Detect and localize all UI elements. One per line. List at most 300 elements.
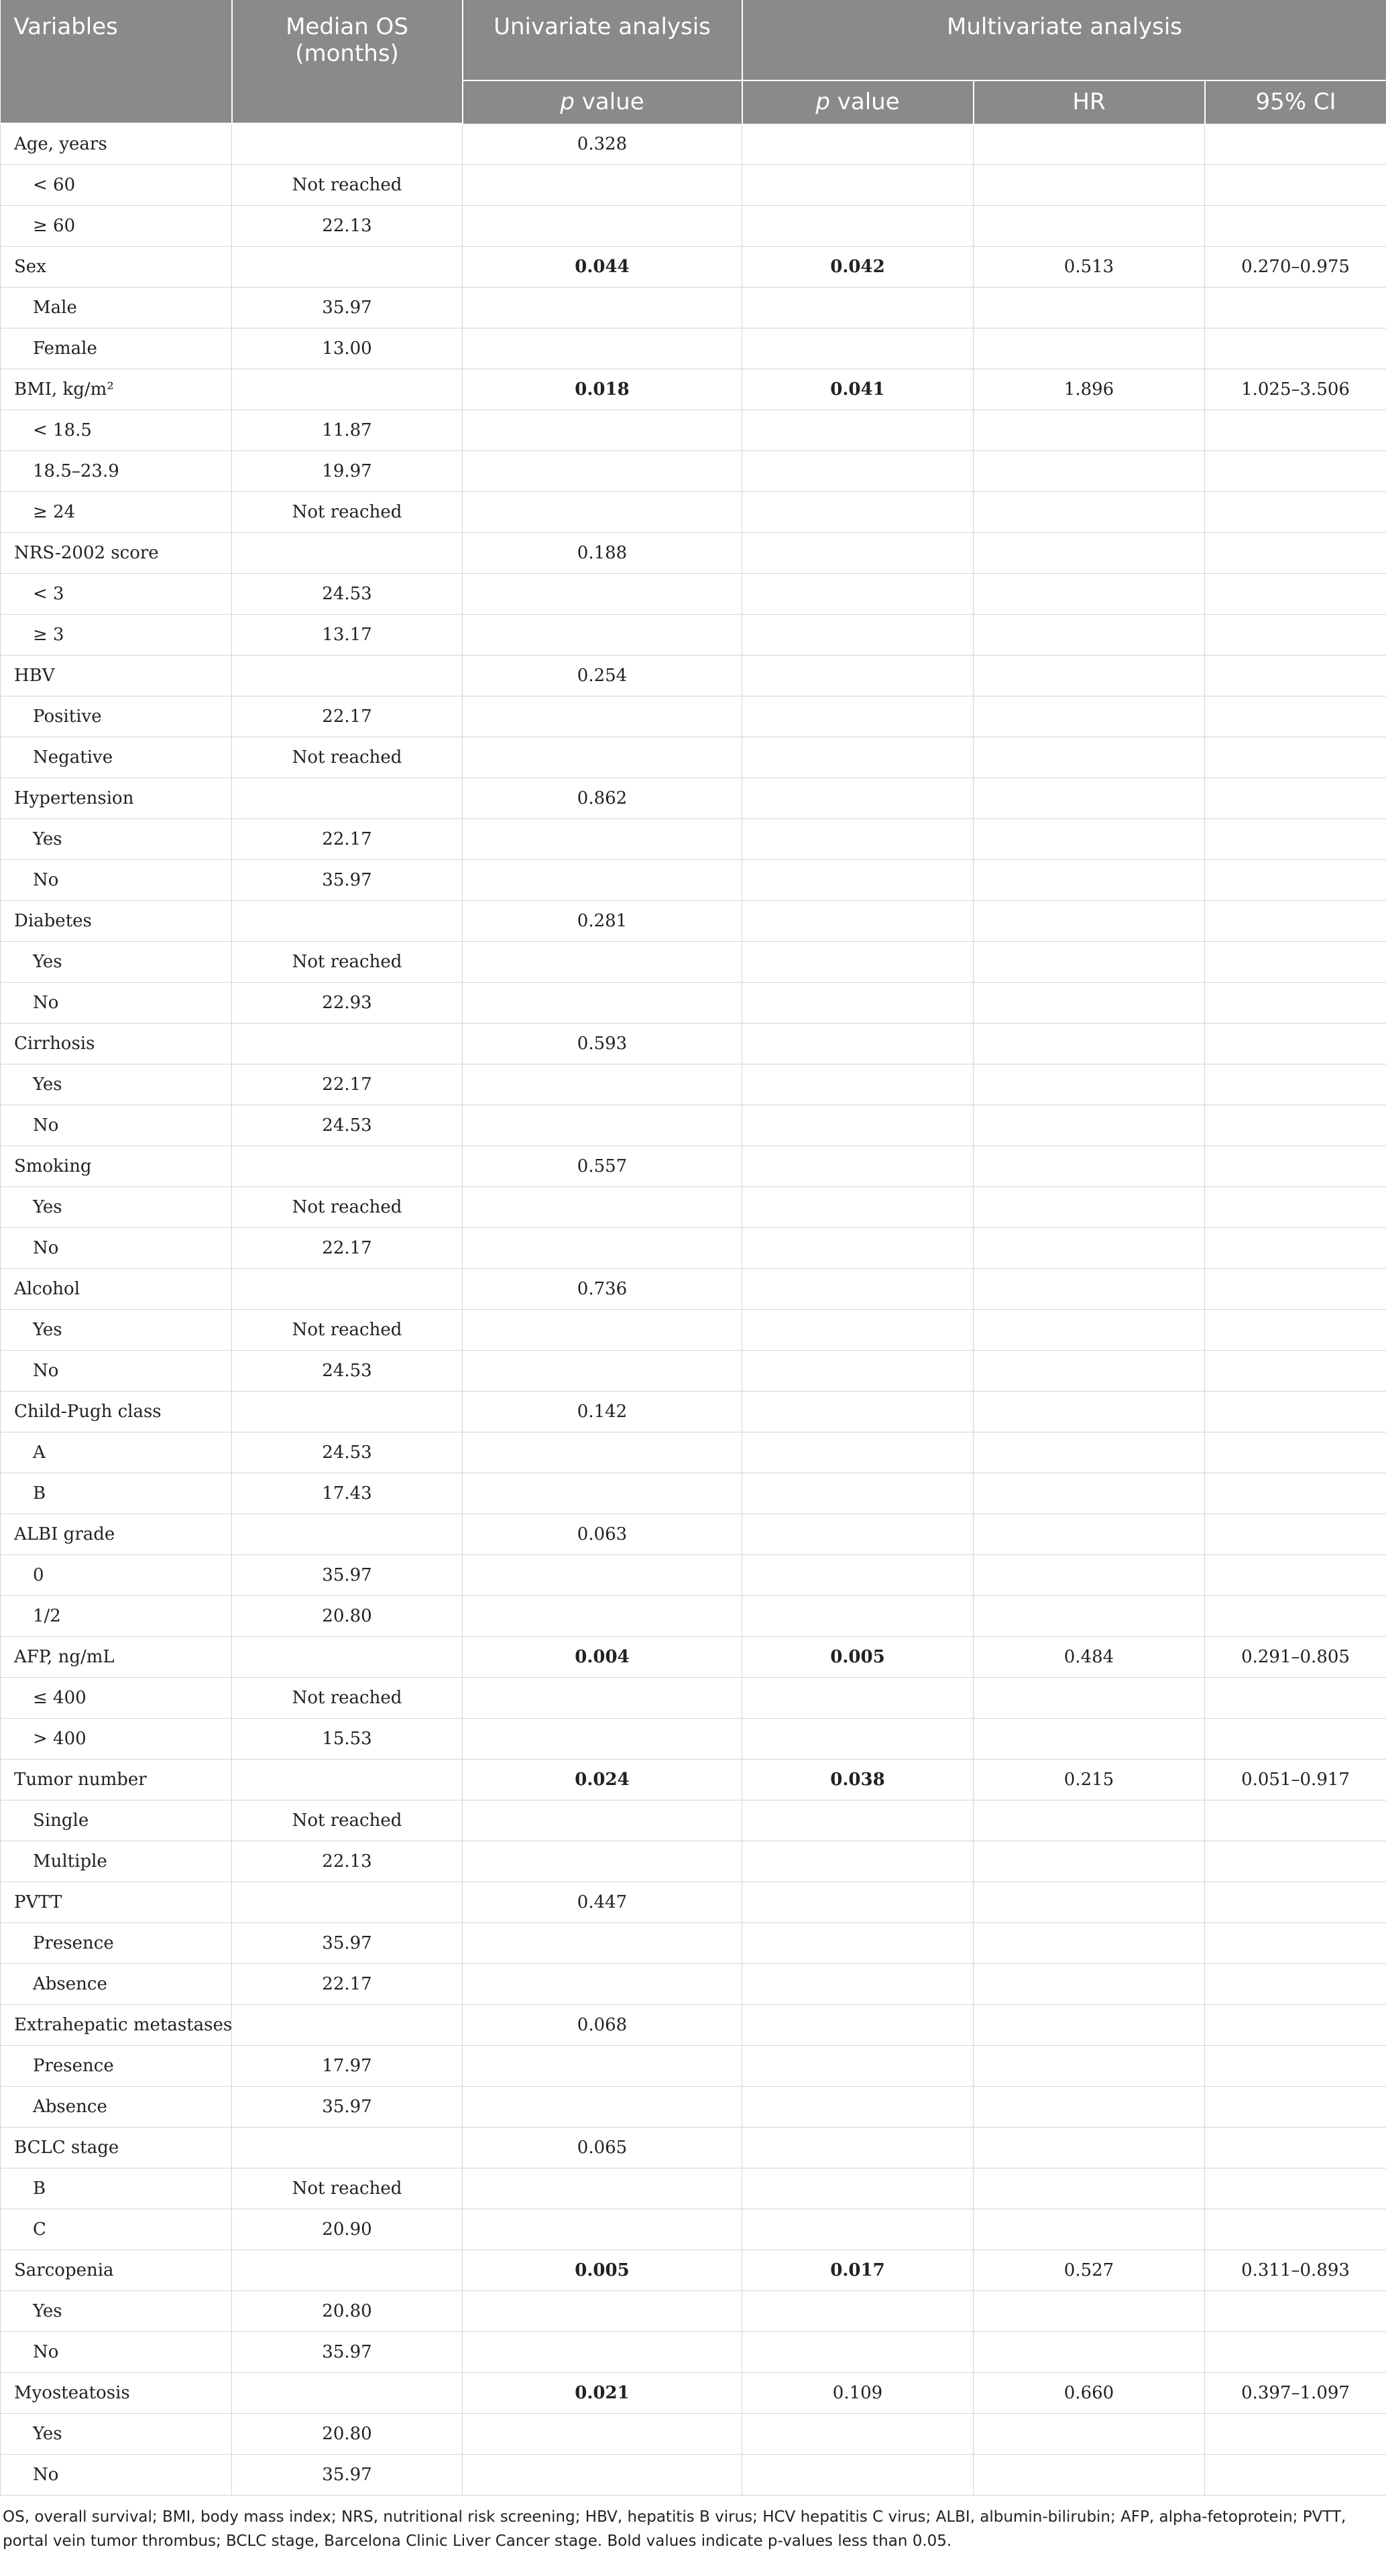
cell-median-os: 17.43 xyxy=(232,1473,463,1514)
cell-variable: No xyxy=(1,1227,232,1268)
table-row-subgroup xyxy=(1,328,1386,369)
table-row-variable xyxy=(1,246,1386,287)
table-row-subgroup xyxy=(1,1963,1386,2004)
cell-variable: Diabetes xyxy=(1,900,232,941)
cell-univariate-p xyxy=(463,818,742,859)
cell-median-os: Not reached xyxy=(232,164,463,205)
cell-median-os: 22.17 xyxy=(232,696,463,737)
cell-hr xyxy=(974,2168,1205,2209)
cell-median-os: Not reached xyxy=(232,1800,463,1841)
cell-hr xyxy=(974,1841,1205,1882)
cell-median-os: 19.97 xyxy=(232,450,463,491)
table-row-subgroup xyxy=(1,696,1386,737)
cell-ci xyxy=(1205,1473,1386,1514)
cell-multivariate-p: 0.041 xyxy=(742,369,974,410)
cell-ci: 0.311–0.893 xyxy=(1205,2250,1386,2290)
cell-univariate-p: 0.736 xyxy=(463,1268,742,1309)
cell-univariate-p: 0.593 xyxy=(463,1023,742,1064)
table-row-subgroup xyxy=(1,1595,1386,1636)
cell-hr xyxy=(974,696,1205,737)
cell-ci xyxy=(1205,982,1386,1023)
cell-ci xyxy=(1205,1023,1386,1064)
cell-univariate-p xyxy=(463,2209,742,2250)
table-row-subgroup xyxy=(1,1432,1386,1473)
cell-hr xyxy=(974,900,1205,941)
cell-hr xyxy=(974,778,1205,818)
cell-variable: 18.5–23.9 xyxy=(1,450,232,491)
cell-multivariate-p xyxy=(742,2290,974,2331)
cell-median-os xyxy=(232,1023,463,1064)
table-row-subgroup xyxy=(1,1186,1386,1227)
table-row-variable xyxy=(1,1882,1386,1922)
cell-univariate-p xyxy=(463,1309,742,1350)
cell-multivariate-p xyxy=(742,2331,974,2372)
table-row-subgroup xyxy=(1,450,1386,491)
cell-multivariate-p xyxy=(742,859,974,900)
cell-multivariate-p xyxy=(742,532,974,573)
cell-variable: No xyxy=(1,1105,232,1146)
cell-ci xyxy=(1205,1554,1386,1595)
table-row-variable xyxy=(1,1759,1386,1800)
cell-hr xyxy=(974,2413,1205,2454)
cell-hr xyxy=(974,1432,1205,1473)
cell-hr xyxy=(974,2004,1205,2045)
cell-multivariate-p xyxy=(742,1268,974,1309)
table-row-subgroup xyxy=(1,2045,1386,2086)
table-row-variable xyxy=(1,1514,1386,1554)
cell-multivariate-p xyxy=(742,328,974,369)
cell-variable: PVTT xyxy=(1,1882,232,1922)
cell-multivariate-p xyxy=(742,696,974,737)
cell-multivariate-p xyxy=(742,778,974,818)
table-row-variable xyxy=(1,369,1386,410)
cell-hr xyxy=(974,1554,1205,1595)
table-row-variable xyxy=(1,532,1386,573)
cell-hr xyxy=(974,2331,1205,2372)
cell-variable: > 400 xyxy=(1,1718,232,1759)
cell-univariate-p xyxy=(463,2331,742,2372)
cell-univariate-p xyxy=(463,1432,742,1473)
table-row-subgroup xyxy=(1,737,1386,778)
cell-hr xyxy=(974,941,1205,982)
cell-median-os: Not reached xyxy=(232,2168,463,2209)
cell-multivariate-p xyxy=(742,1514,974,1554)
table-row-subgroup xyxy=(1,2209,1386,2250)
cell-univariate-p xyxy=(463,1350,742,1391)
table-row-subgroup xyxy=(1,1922,1386,1963)
cell-variable: Absence xyxy=(1,1963,232,2004)
cell-median-os: 20.90 xyxy=(232,2209,463,2250)
table-row-subgroup xyxy=(1,2331,1386,2372)
cell-ci: 0.051–0.917 xyxy=(1205,1759,1386,1800)
cell-ci xyxy=(1205,859,1386,900)
cell-ci: 0.397–1.097 xyxy=(1205,2372,1386,2413)
cell-variable: Myosteatosis xyxy=(1,2372,232,2413)
cell-multivariate-p xyxy=(742,410,974,450)
cell-median-os: Not reached xyxy=(232,491,463,532)
table-row-subgroup xyxy=(1,1227,1386,1268)
cell-hr xyxy=(974,1064,1205,1105)
cell-median-os xyxy=(232,2250,463,2290)
cell-ci xyxy=(1205,287,1386,328)
cell-multivariate-p xyxy=(742,900,974,941)
cell-ci xyxy=(1205,532,1386,573)
cell-ci xyxy=(1205,2127,1386,2168)
table-row-subgroup xyxy=(1,1841,1386,1882)
cell-univariate-p: 0.005 xyxy=(463,2250,742,2290)
table-row-variable xyxy=(1,1268,1386,1309)
cell-median-os: 24.53 xyxy=(232,1105,463,1146)
cell-ci xyxy=(1205,1800,1386,1841)
cell-hr xyxy=(974,737,1205,778)
cell-multivariate-p xyxy=(742,1186,974,1227)
table-row-subgroup xyxy=(1,491,1386,532)
cell-median-os: 13.17 xyxy=(232,614,463,655)
cell-median-os: 20.80 xyxy=(232,2290,463,2331)
cell-multivariate-p xyxy=(742,573,974,614)
cell-hr xyxy=(974,1350,1205,1391)
cell-multivariate-p xyxy=(742,1595,974,1636)
cell-univariate-p xyxy=(463,614,742,655)
cell-ci xyxy=(1205,1514,1386,1554)
table-row-variable xyxy=(1,2372,1386,2413)
cell-multivariate-p xyxy=(742,737,974,778)
cell-multivariate-p xyxy=(742,2004,974,2045)
cell-variable: ≥ 60 xyxy=(1,205,232,246)
cell-ci xyxy=(1205,410,1386,450)
cell-ci xyxy=(1205,778,1386,818)
cell-variable: Yes xyxy=(1,2290,232,2331)
cell-multivariate-p xyxy=(742,818,974,859)
cell-hr xyxy=(974,614,1205,655)
cell-hr xyxy=(974,655,1205,696)
cell-median-os: 35.97 xyxy=(232,2454,463,2495)
table-header xyxy=(1,0,1386,123)
cell-multivariate-p xyxy=(742,164,974,205)
cell-multivariate-p: 0.005 xyxy=(742,1636,974,1677)
cell-variable: Female xyxy=(1,328,232,369)
cell-multivariate-p xyxy=(742,1064,974,1105)
cell-univariate-p xyxy=(463,1554,742,1595)
cell-variable: Smoking xyxy=(1,1146,232,1186)
cell-univariate-p: 0.281 xyxy=(463,900,742,941)
cell-univariate-p: 0.068 xyxy=(463,2004,742,2045)
cell-multivariate-p xyxy=(742,2045,974,2086)
cell-hr xyxy=(974,1105,1205,1146)
cell-univariate-p xyxy=(463,1841,742,1882)
cell-hr xyxy=(974,450,1205,491)
table-row-subgroup xyxy=(1,941,1386,982)
cell-variable: No xyxy=(1,982,232,1023)
cell-multivariate-p xyxy=(742,1023,974,1064)
cell-hr xyxy=(974,1309,1205,1350)
cell-multivariate-p xyxy=(742,2127,974,2168)
cell-median-os: 11.87 xyxy=(232,410,463,450)
cell-median-os: 22.17 xyxy=(232,1963,463,2004)
table-row-subgroup xyxy=(1,1554,1386,1595)
cell-multivariate-p xyxy=(742,1105,974,1146)
cell-variable: Presence xyxy=(1,1922,232,1963)
cell-ci: 0.291–0.805 xyxy=(1205,1636,1386,1677)
cell-median-os xyxy=(232,1759,463,1800)
cell-hr xyxy=(974,532,1205,573)
table-row-subgroup xyxy=(1,1677,1386,1718)
cell-univariate-p xyxy=(463,1105,742,1146)
cell-univariate-p xyxy=(463,1595,742,1636)
table-row-subgroup xyxy=(1,205,1386,246)
cell-median-os xyxy=(232,1268,463,1309)
cell-hr xyxy=(974,1186,1205,1227)
cell-hr xyxy=(974,491,1205,532)
cell-variable: A xyxy=(1,1432,232,1473)
cell-median-os xyxy=(232,532,463,573)
table-row-variable xyxy=(1,1636,1386,1677)
cell-variable: < 3 xyxy=(1,573,232,614)
cell-ci xyxy=(1205,1391,1386,1432)
cell-ci xyxy=(1205,900,1386,941)
cell-ci xyxy=(1205,1922,1386,1963)
cell-univariate-p: 0.024 xyxy=(463,1759,742,1800)
cell-ci xyxy=(1205,1268,1386,1309)
cell-median-os: 22.93 xyxy=(232,982,463,1023)
table-row-subgroup xyxy=(1,1718,1386,1759)
cell-hr xyxy=(974,1922,1205,1963)
cell-univariate-p xyxy=(463,1963,742,2004)
cell-hr xyxy=(974,859,1205,900)
cell-univariate-p xyxy=(463,737,742,778)
cell-hr xyxy=(974,164,1205,205)
cell-hr xyxy=(974,573,1205,614)
table-row-variable xyxy=(1,900,1386,941)
table-row-subgroup xyxy=(1,1105,1386,1146)
cell-ci xyxy=(1205,1882,1386,1922)
cell-ci xyxy=(1205,1186,1386,1227)
cell-ci xyxy=(1205,2209,1386,2250)
cell-median-os: 22.13 xyxy=(232,1841,463,1882)
header-variables: Variables xyxy=(1,0,232,123)
cell-median-os: 22.13 xyxy=(232,205,463,246)
cell-median-os xyxy=(232,1636,463,1677)
cell-variable: HBV xyxy=(1,655,232,696)
cell-multivariate-p xyxy=(742,1841,974,1882)
table-row-variable xyxy=(1,778,1386,818)
cell-variable: BCLC stage xyxy=(1,2127,232,2168)
cell-multivariate-p xyxy=(742,1882,974,1922)
cell-ci xyxy=(1205,818,1386,859)
cell-median-os: 22.17 xyxy=(232,1227,463,1268)
cell-median-os xyxy=(232,1146,463,1186)
cell-hr xyxy=(974,982,1205,1023)
cell-median-os: 35.97 xyxy=(232,859,463,900)
cell-multivariate-p xyxy=(742,491,974,532)
cell-univariate-p xyxy=(463,2045,742,2086)
table-row-variable xyxy=(1,2250,1386,2290)
cell-variable: Yes xyxy=(1,1309,232,1350)
cell-multivariate-p xyxy=(742,1146,974,1186)
cell-hr: 0.660 xyxy=(974,2372,1205,2413)
cell-multivariate-p xyxy=(742,1554,974,1595)
cell-ci xyxy=(1205,614,1386,655)
cell-univariate-p: 0.447 xyxy=(463,1882,742,1922)
cell-variable: ≥ 3 xyxy=(1,614,232,655)
cell-hr xyxy=(974,1800,1205,1841)
cell-variable: ≥ 24 xyxy=(1,491,232,532)
cell-variable: B xyxy=(1,1473,232,1514)
cell-median-os: 17.97 xyxy=(232,2045,463,2086)
cell-hr: 0.527 xyxy=(974,2250,1205,2290)
cell-median-os xyxy=(232,2372,463,2413)
cell-multivariate-p xyxy=(742,2086,974,2127)
cell-univariate-p xyxy=(463,1718,742,1759)
table-row-subgroup xyxy=(1,573,1386,614)
cell-median-os: 15.53 xyxy=(232,1718,463,1759)
table-row-subgroup xyxy=(1,1350,1386,1391)
table-row-variable xyxy=(1,655,1386,696)
cell-ci xyxy=(1205,2331,1386,2372)
cell-univariate-p xyxy=(463,450,742,491)
cell-univariate-p xyxy=(463,2413,742,2454)
table-row-variable xyxy=(1,1391,1386,1432)
cell-hr: 0.215 xyxy=(974,1759,1205,1800)
cell-hr xyxy=(974,1268,1205,1309)
cell-variable: ≤ 400 xyxy=(1,1677,232,1718)
cell-ci xyxy=(1205,1841,1386,1882)
cell-hr: 0.513 xyxy=(974,246,1205,287)
cell-ci xyxy=(1205,2413,1386,2454)
header-multivariate-p-value: p value xyxy=(742,80,974,123)
cell-median-os xyxy=(232,123,463,164)
table-row-subgroup xyxy=(1,1473,1386,1514)
cell-ci xyxy=(1205,655,1386,696)
cell-hr xyxy=(974,2127,1205,2168)
cell-multivariate-p xyxy=(742,941,974,982)
cell-multivariate-p xyxy=(742,1309,974,1350)
cell-median-os xyxy=(232,2127,463,2168)
cell-univariate-p xyxy=(463,1186,742,1227)
cell-variable: B xyxy=(1,2168,232,2209)
table-row-variable xyxy=(1,1146,1386,1186)
header-univariate-p-value: p value xyxy=(463,80,742,123)
cell-median-os: 20.80 xyxy=(232,2413,463,2454)
cell-univariate-p xyxy=(463,573,742,614)
cell-variable: Negative xyxy=(1,737,232,778)
cell-median-os xyxy=(232,778,463,818)
cell-variable: Tumor number xyxy=(1,1759,232,1800)
header-univariate: Univariate analysis xyxy=(463,0,742,80)
cell-hr xyxy=(974,1677,1205,1718)
cell-multivariate-p xyxy=(742,123,974,164)
cell-univariate-p: 0.328 xyxy=(463,123,742,164)
cell-hr xyxy=(974,1514,1205,1554)
cell-ci xyxy=(1205,1350,1386,1391)
cell-hr xyxy=(974,818,1205,859)
table-row-subgroup xyxy=(1,2454,1386,2495)
cell-ci xyxy=(1205,328,1386,369)
header-hr: HR xyxy=(974,80,1205,123)
cell-multivariate-p xyxy=(742,287,974,328)
cell-ci xyxy=(1205,696,1386,737)
cell-variable: Multiple xyxy=(1,1841,232,1882)
cell-variable: No xyxy=(1,2454,232,2495)
table-row-subgroup xyxy=(1,859,1386,900)
cell-hr xyxy=(974,205,1205,246)
cell-multivariate-p xyxy=(742,1677,974,1718)
cell-ci xyxy=(1205,941,1386,982)
cell-median-os: 20.80 xyxy=(232,1595,463,1636)
cell-univariate-p: 0.065 xyxy=(463,2127,742,2168)
cell-hr xyxy=(974,2454,1205,2495)
cell-univariate-p xyxy=(463,164,742,205)
cell-multivariate-p: 0.038 xyxy=(742,1759,974,1800)
cell-median-os: 35.97 xyxy=(232,1554,463,1595)
cell-ci: 1.025–3.506 xyxy=(1205,369,1386,410)
cell-median-os: Not reached xyxy=(232,737,463,778)
cell-variable: Yes xyxy=(1,2413,232,2454)
cell-median-os: 13.00 xyxy=(232,328,463,369)
cell-multivariate-p xyxy=(742,2454,974,2495)
cell-median-os: 35.97 xyxy=(232,2086,463,2127)
cell-ci xyxy=(1205,491,1386,532)
cell-ci xyxy=(1205,1064,1386,1105)
cell-univariate-p: 0.142 xyxy=(463,1391,742,1432)
cell-ci xyxy=(1205,2045,1386,2086)
cell-variable: AFP, ng/mL xyxy=(1,1636,232,1677)
table-row-subgroup xyxy=(1,2413,1386,2454)
table-row-variable xyxy=(1,123,1386,164)
cell-multivariate-p xyxy=(742,1473,974,1514)
table-row-subgroup xyxy=(1,1800,1386,1841)
cell-multivariate-p xyxy=(742,655,974,696)
cell-univariate-p xyxy=(463,1922,742,1963)
cell-hr xyxy=(974,1963,1205,2004)
cell-variable: Sex xyxy=(1,246,232,287)
cell-variable: Yes xyxy=(1,818,232,859)
cell-median-os: 35.97 xyxy=(232,287,463,328)
cell-median-os xyxy=(232,655,463,696)
cell-variable: Single xyxy=(1,1800,232,1841)
cell-ci xyxy=(1205,737,1386,778)
cell-ci xyxy=(1205,1432,1386,1473)
cell-hr xyxy=(974,1718,1205,1759)
header-median-os: Median OS (months) xyxy=(232,0,463,123)
cell-univariate-p xyxy=(463,328,742,369)
cell-variable: Sarcopenia xyxy=(1,2250,232,2290)
cell-variable: < 18.5 xyxy=(1,410,232,450)
cell-median-os: Not reached xyxy=(232,941,463,982)
cell-hr xyxy=(974,328,1205,369)
cell-hr xyxy=(974,2045,1205,2086)
table-row-variable xyxy=(1,1023,1386,1064)
cell-multivariate-p xyxy=(742,982,974,1023)
table-row-subgroup xyxy=(1,1064,1386,1105)
cell-variable: Yes xyxy=(1,1064,232,1105)
cell-hr xyxy=(974,2290,1205,2331)
cell-multivariate-p xyxy=(742,614,974,655)
cell-hr xyxy=(974,287,1205,328)
cell-variable: Yes xyxy=(1,941,232,982)
cell-variable: BMI, kg/m² xyxy=(1,369,232,410)
cell-multivariate-p xyxy=(742,2209,974,2250)
cell-multivariate-p xyxy=(742,2413,974,2454)
cell-univariate-p xyxy=(463,287,742,328)
cell-hr xyxy=(974,2209,1205,2250)
table-row-subgroup xyxy=(1,1309,1386,1350)
cell-median-os xyxy=(232,1882,463,1922)
cell-variable: Cirrhosis xyxy=(1,1023,232,1064)
cell-median-os: Not reached xyxy=(232,1186,463,1227)
cell-variable: No xyxy=(1,859,232,900)
table-row-subgroup xyxy=(1,410,1386,450)
